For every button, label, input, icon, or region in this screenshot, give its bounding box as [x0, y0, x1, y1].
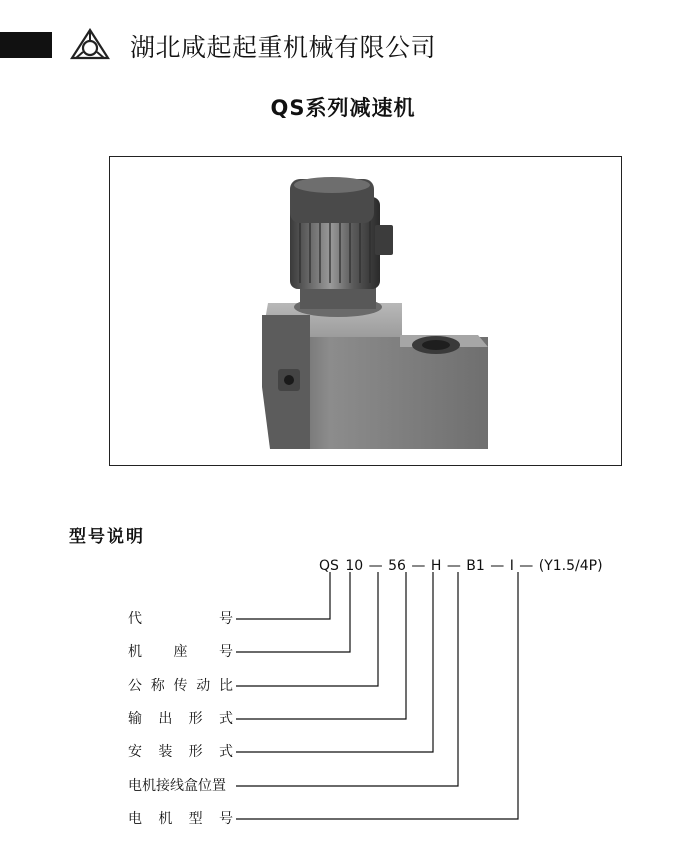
leader-line-ratio — [236, 572, 378, 686]
code-part-series: QS — [319, 558, 339, 574]
label-frame-size: 机 座 号 — [128, 644, 233, 660]
label-code: 代 号 — [128, 611, 233, 627]
leader-line-mounting — [236, 572, 433, 752]
code-part-ratio: 56 — [388, 558, 406, 574]
company-name: 湖北咸起起重机械有限公司 — [130, 33, 437, 62]
code-part-motor: (Y1.5/4P) — [538, 558, 603, 574]
company-logo-icon — [70, 28, 110, 60]
header-black-tab — [0, 32, 52, 58]
code-part-output: H — [430, 558, 442, 574]
gear-reducer-illustration — [110, 157, 622, 466]
label-motor-model: 电 机 型 号 — [128, 811, 233, 827]
leader-line-code — [236, 572, 330, 619]
label-nominal-ratio: 公 称 传 动 比 — [128, 678, 233, 694]
label-mounting-type: 安 装 形 式 — [128, 744, 233, 760]
code-separator: — — [411, 558, 426, 574]
label-output-type: 输 出 形 式 — [128, 711, 233, 727]
code-separator: — — [446, 558, 461, 574]
product-photo — [109, 156, 622, 466]
leader-line-motor — [236, 572, 518, 819]
code-separator: — — [490, 558, 505, 574]
code-part-frame: 10 — [345, 558, 364, 574]
model-code — [318, 558, 604, 574]
code-part-mounting: B1 — [466, 558, 485, 574]
leader-line-frame — [236, 572, 350, 652]
code-separator: — — [519, 558, 534, 574]
leader-line-output — [236, 572, 406, 719]
code-separator: — — [368, 558, 383, 574]
section-title: 型号说明 — [69, 527, 145, 547]
label-junction-box-position: 电机接线盒位置 — [128, 778, 226, 794]
page-title: QS系列减速机 — [270, 96, 416, 120]
leader-line-junction-box — [236, 572, 458, 786]
code-part-junction-box: I — [509, 558, 514, 574]
